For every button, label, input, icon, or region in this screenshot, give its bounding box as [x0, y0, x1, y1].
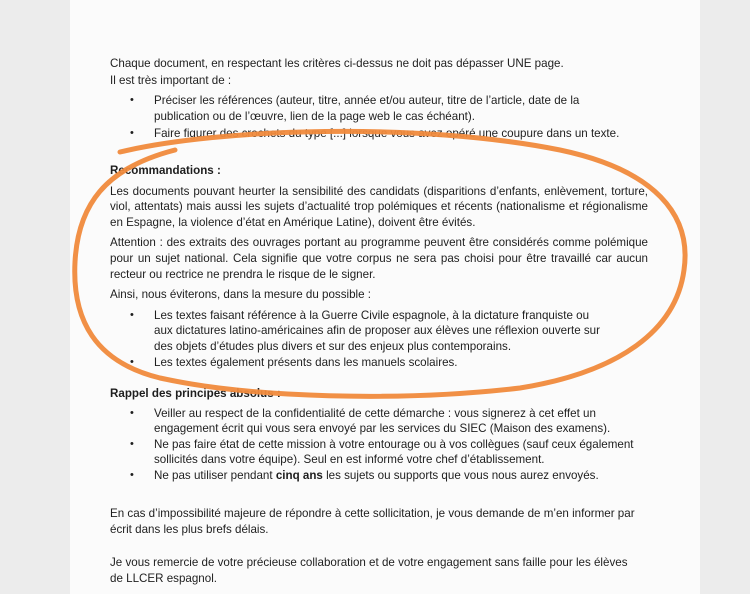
intro-line-2: Il est très important de : — [110, 73, 232, 87]
intro-section — [110, 56, 630, 142]
rappel-heading: Rappel des principes absolus : — [110, 387, 281, 400]
recommandations-bullet-list — [110, 308, 648, 370]
rappel-bullet-item: • Veiller au respect de la confidentialité de cette démarche : vous signerez à cet effet un engagement écrit qui vous sera envoyé par les services du SIEC (Maison des examens). — [110, 406, 635, 437]
rappel-bullet-item: • Ne pas faire état de cette mission à votre entourage ou à vos collègues (sauf ceux également sollicités dans votre équipe). Seul en est informé votre chef d’établissement. — [110, 437, 635, 468]
recommandations-paragraph-3: Ainsi, nous éviterons, dans la mesure du possible : — [110, 288, 372, 302]
intro-bullet-item: • Préciser les références (auteur, titre, année et/ou auteur, titre de l’article, date de la publication ou de l’œuvre, lien de la page web le cas échéant). — [110, 93, 630, 124]
rappel-bullet-text: les sujets ou supports que vous nous aurez envoyés. — [322, 468, 599, 482]
rappel-bullet-text: Ne pas utiliser pendant — [154, 468, 276, 482]
recommandations-bullet-item: • Les textes faisant référence à la Guerre Civile espagnole, à la dictature franquiste ou aux dictatures latino-américaines afin de proposer aux élèves une réflexion ouverte sur des objets d’études plus divers et sur des enjeux plus contemporains. — [110, 308, 608, 355]
recommandations-section — [110, 163, 648, 370]
recommandations-paragraph-2: Attention : des extraits des ouvrages portant au programme peuvent être considérés comme polémique pour un sujet national. Cela signifie que votre corpus ne sera pas choisi pour être travaillé car aucun recteur ou rectrice ne prendra le risque de le signer. — [110, 236, 648, 281]
recommandations-paragraph-1: Les documents pouvant heurter la sensibilité des candidats (disparitions d’enfants, enlèvement, torture, viol, attentats) mais aussi les sujets d’actualité trop polémiques et récents (nationalisme et régionalisme en Espagne, la violence d’état en Amérique Latine), doivent être évités. — [110, 184, 648, 229]
intro-bullet-list — [110, 93, 630, 142]
recommandations-heading: Recommandations : — [110, 164, 221, 177]
recommandations-bullet-item: • Les textes également présents dans les manuels scolaires. — [110, 355, 608, 371]
rappel-bullet-list — [110, 406, 635, 484]
rappel-bullet-item — [110, 468, 635, 484]
intro-bullet-item: • Faire figurer des crochets du type [...] lorsque vous avez opéré une coupure dans un texte. — [110, 126, 630, 142]
rappel-section — [110, 386, 635, 484]
rappel-bullet-emphasis: cinq ans — [275, 468, 323, 482]
intro-line-1: Chaque document, en respectant les critères ci-dessus ne doit pas dépasser UNE page. — [110, 57, 564, 70]
closing-section — [110, 506, 635, 586]
closing-paragraph-1: En cas d’impossibilité majeure de répondre à cette sollicitation, je vous demande de m’en informer par écrit dans les plus brefs délais. — [110, 507, 635, 536]
closing-paragraph-2: Je vous remercie de votre précieuse collaboration et de votre engagement sans faille pour les élèves de LLCER espagnol. — [110, 556, 628, 585]
